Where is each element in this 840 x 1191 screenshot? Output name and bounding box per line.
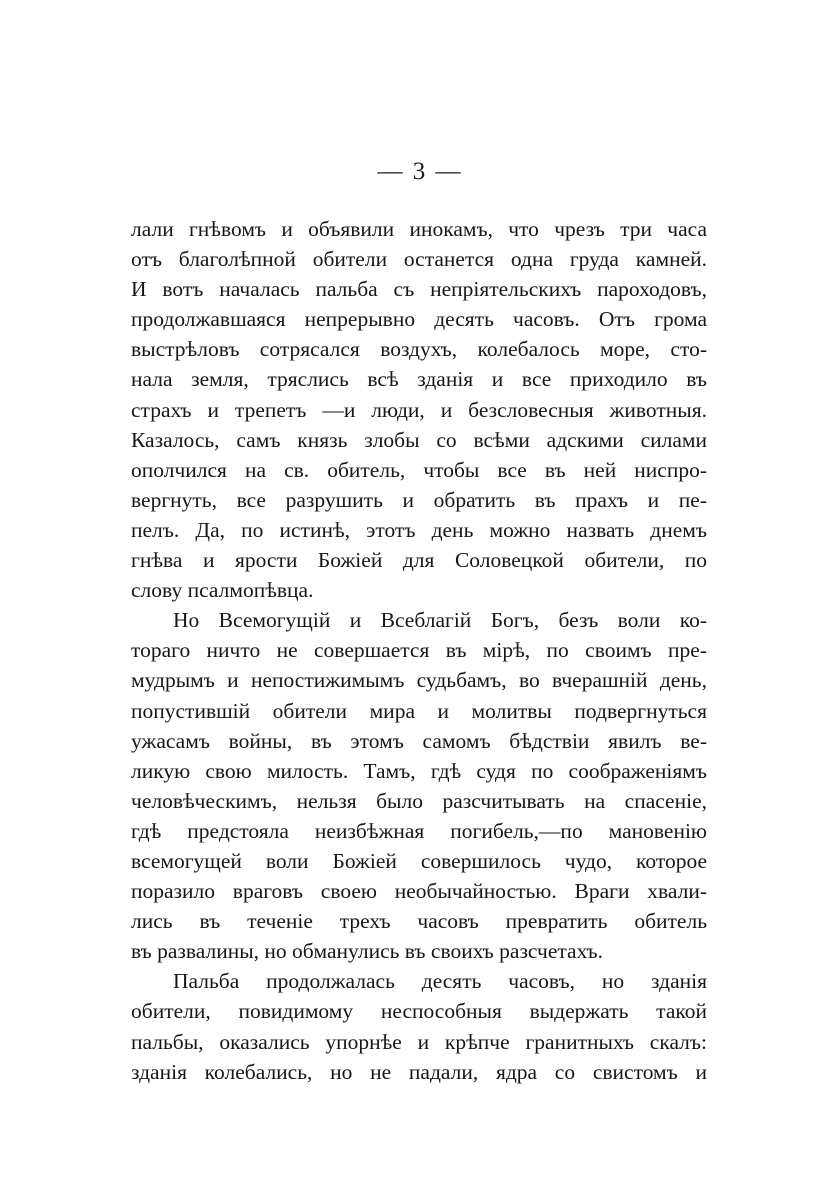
text-line: поразило враговъ своею необычайностью. Враги хвали- (131, 879, 707, 904)
text-line: гнѣва и ярости Божіей для Соловецкой обители, по (131, 548, 707, 573)
text-line: зданія колебались, но не падали, ядра со свистомъ и (131, 1059, 707, 1084)
paragraph-start-line: Пальба продолжалась десять часовъ, но зданія (173, 969, 707, 994)
text-line: тораго ничто не совершается въ мірѣ, по своимъ пре- (131, 638, 707, 663)
text-line: мудрымъ и непостижимымъ судьбамъ, во вчерашній день, (131, 668, 707, 693)
text-line: продолжавшаяся непрерывно десять часовъ. Отъ грома (131, 307, 707, 332)
paragraph-end-line: слову псалмопѣвца. (131, 578, 314, 603)
text-line: попустившій обители мира и молитвы подвергнуться (131, 698, 707, 723)
text-line: вергнуть, все разрушить и обратить въ прахъ и пе- (131, 487, 707, 512)
text-line: лали гнѣвомъ и объявили инокамъ, что чрезъ три часа (131, 217, 707, 241)
text-line: ликую свою милость. Тамъ, гдѣ судя по соображеніямъ (131, 758, 707, 783)
body-text (131, 214, 707, 1087)
paragraph-end-line: въ развалины, но обманулись въ своихъ разсчетахъ. (131, 939, 604, 964)
text-line: ужасамъ войны, въ этомъ самомъ бѣдствіи явилъ ве- (131, 728, 707, 753)
text-line: всемогущей воли Божіей совершилось чудо, которое (131, 848, 707, 873)
text-line: ополчился на св. обитель, чтобы все въ ней ниспро- (131, 457, 707, 482)
text-line: обители, повидимому неспособныя выдержать такой (131, 999, 707, 1024)
text-line: страхъ и трепетъ —и люди, и безсловесныя животныя. (131, 397, 707, 422)
text-line: человѣческимъ, нельзя было разсчитывать на спасеніе, (131, 788, 707, 813)
text-line: Казалось, самъ князь злобы со всѣми адскими силами (131, 427, 707, 452)
paragraph-start-line: Но Всемогущій и Всеблагій Богъ, безъ воли ко- (173, 608, 707, 633)
text-line: И вотъ началась пальба съ непріятельскихъ пароходовъ, (131, 277, 707, 302)
text-line: пелъ. Да, по истинѣ, этотъ день можно назвать днемъ (131, 517, 707, 542)
page-number: — 3 — (377, 158, 463, 185)
text-line: пальбы, оказались упорнѣе и крѣпче гранитныхъ скалъ: (131, 1029, 707, 1054)
text-line: лись въ теченіе трехъ часовъ превратить обитель (131, 909, 707, 934)
text-line: гдѣ предстояла неизбѣжная погибель,—по мановенію (131, 818, 707, 843)
text-line: выстрѣловъ сотрясался воздухъ, колебалось море, сто- (131, 337, 707, 362)
text-line: отъ благолѣпной обители останется одна груда камней. (131, 247, 707, 272)
text-line: нала земля, тряслись всѣ зданія и все приходило въ (131, 367, 707, 392)
